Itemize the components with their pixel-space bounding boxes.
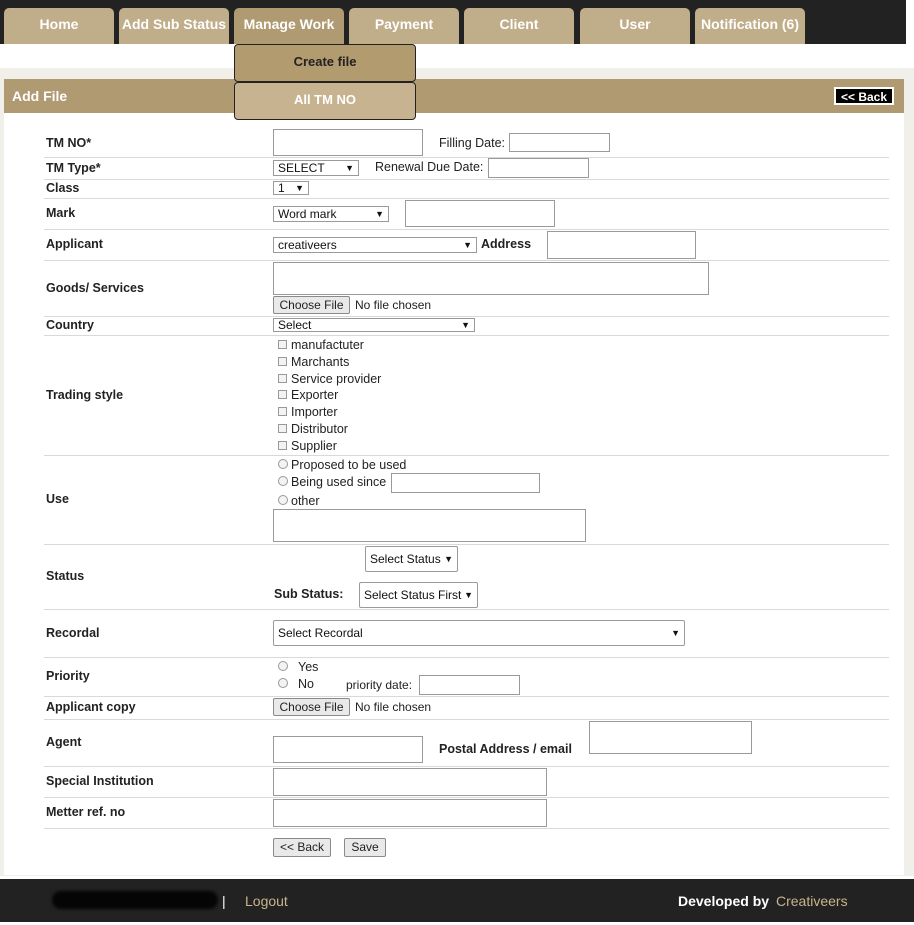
row-divider xyxy=(44,260,889,261)
row-divider xyxy=(44,828,889,829)
being-used-since-input[interactable] xyxy=(391,473,540,493)
row-divider xyxy=(44,316,889,317)
footer-separator: | xyxy=(222,893,226,909)
nav-tab-payment[interactable]: Payment xyxy=(349,8,459,44)
form-back-button[interactable]: << Back xyxy=(273,838,331,857)
row-divider xyxy=(44,455,889,456)
applicant-copy-choose-file-button[interactable]: Choose File xyxy=(273,698,350,716)
row-divider xyxy=(44,198,889,199)
use-option: Being used since xyxy=(291,475,387,489)
renewal-due-date-input[interactable] xyxy=(488,158,589,178)
goods-services-textarea[interactable] xyxy=(273,262,709,295)
country-label: Country xyxy=(46,318,94,332)
agent-input[interactable] xyxy=(273,736,423,763)
menu-item-all-tm-no[interactable]: All TM NO xyxy=(234,82,416,120)
filling-date-input[interactable] xyxy=(509,133,610,152)
radio-priority-yes[interactable] xyxy=(278,661,288,671)
applicant-select[interactable] xyxy=(273,237,477,253)
priority-label: Priority xyxy=(46,669,90,683)
chevron-down-icon: ▼ xyxy=(375,209,384,219)
sub-status-value: Select Status First xyxy=(364,588,462,602)
goods-services-label: Goods/ Services xyxy=(46,281,144,295)
radio-priority-no[interactable] xyxy=(278,678,288,688)
filling-date-label: Filling Date: xyxy=(439,136,505,150)
agent-label: Agent xyxy=(46,735,82,749)
row-divider xyxy=(44,609,889,610)
radio-being-used-since[interactable] xyxy=(278,476,288,486)
mark-value: Word mark xyxy=(278,207,337,221)
trading-option: Distributor xyxy=(291,422,348,436)
class-value: 1 xyxy=(278,181,285,195)
priority-no-label: No xyxy=(298,677,314,691)
redacted-username xyxy=(52,891,218,909)
trading-option: Importer xyxy=(291,405,338,419)
class-select[interactable] xyxy=(273,181,309,195)
row-divider xyxy=(44,766,889,767)
recordal-label: Recordal xyxy=(46,626,100,640)
trading-option: Marchants xyxy=(291,355,350,369)
recordal-select[interactable] xyxy=(273,620,685,646)
row-divider xyxy=(44,797,889,798)
use-other-textarea[interactable] xyxy=(273,509,586,542)
checkbox-manufactuter[interactable] xyxy=(278,340,287,349)
row-divider xyxy=(44,157,889,158)
checkbox-service-provider[interactable] xyxy=(278,374,287,383)
postal-address-textarea[interactable] xyxy=(589,721,752,754)
trading-option: Exporter xyxy=(291,388,339,402)
address-label: Address xyxy=(481,237,532,251)
priority-date-label: priority date: xyxy=(346,678,413,692)
mark-input[interactable] xyxy=(405,200,555,227)
applicant-value: creativeers xyxy=(278,238,337,252)
chevron-down-icon: ▼ xyxy=(464,590,473,600)
save-button[interactable]: Save xyxy=(344,838,386,857)
postal-address-label: Postal Address / email xyxy=(439,742,572,756)
row-divider xyxy=(44,719,889,720)
trading-style-label: Trading style xyxy=(46,388,124,402)
sub-status-label: Sub Status: xyxy=(274,587,344,601)
logout-link[interactable]: Logout xyxy=(245,893,288,909)
row-divider xyxy=(44,335,889,336)
goods-no-file-text: No file chosen xyxy=(355,298,432,312)
applicant-copy-no-file-text: No file chosen xyxy=(355,700,432,714)
recordal-value: Select Recordal xyxy=(278,626,363,640)
chevron-down-icon: ▼ xyxy=(461,320,470,330)
chevron-down-icon: ▼ xyxy=(295,183,304,193)
use-option: other xyxy=(291,494,320,508)
chevron-down-icon: ▼ xyxy=(671,628,680,638)
row-divider xyxy=(44,657,889,658)
nav-tab-manage-work[interactable]: Manage Work xyxy=(234,8,344,44)
metter-ref-label: Metter ref. no xyxy=(46,805,126,819)
address-input[interactable] xyxy=(547,231,696,259)
special-institution-input[interactable] xyxy=(273,768,547,796)
trading-option: Service provider xyxy=(291,372,382,386)
status-label: Status xyxy=(46,569,85,583)
applicant-copy-label: Applicant copy xyxy=(46,700,136,714)
menu-item-create-file[interactable]: Create file xyxy=(234,44,416,82)
priority-date-input[interactable] xyxy=(419,675,520,695)
checkbox-importer[interactable] xyxy=(278,407,287,416)
radio-proposed-to-be-used[interactable] xyxy=(278,459,288,469)
panel-header xyxy=(4,79,904,113)
country-select[interactable] xyxy=(273,318,475,332)
tm-type-value: SELECT xyxy=(278,161,325,175)
top-nav-bar xyxy=(0,0,906,44)
goods-choose-file-button[interactable]: Choose File xyxy=(273,296,350,314)
tm-no-input[interactable] xyxy=(273,129,423,156)
tm-no-label: TM NO* xyxy=(46,136,92,150)
header-back-button[interactable]: << Back xyxy=(834,87,894,105)
trading-option: Supplier xyxy=(291,439,337,453)
developed-by-label: Developed by xyxy=(678,893,770,909)
checkbox-supplier[interactable] xyxy=(278,441,287,450)
nav-tab-notification[interactable]: Notification (6) xyxy=(695,8,805,44)
use-label: Use xyxy=(46,492,69,506)
mark-label: Mark xyxy=(46,206,76,220)
status-select[interactable] xyxy=(365,546,458,572)
row-divider xyxy=(44,696,889,697)
sub-status-select[interactable] xyxy=(359,582,478,608)
checkbox-distributor[interactable] xyxy=(278,424,287,433)
chevron-down-icon: ▼ xyxy=(444,554,453,564)
class-label: Class xyxy=(46,181,80,195)
renewal-due-date-label: Renewal Due Date: xyxy=(375,160,484,174)
checkbox-marchants[interactable] xyxy=(278,357,287,366)
metter-ref-input[interactable] xyxy=(273,799,547,827)
applicant-label: Applicant xyxy=(46,237,103,251)
footer xyxy=(0,879,914,922)
tm-type-select[interactable] xyxy=(273,160,359,176)
special-institution-label: Special Institution xyxy=(46,774,154,788)
use-option: Proposed to be used xyxy=(291,458,407,472)
chevron-down-icon: ▼ xyxy=(345,163,354,173)
nav-tab-add-sub-status[interactable]: Add Sub Status xyxy=(119,8,229,44)
tm-type-label: TM Type* xyxy=(46,161,101,175)
nav-tab-home[interactable]: Home xyxy=(4,8,114,44)
row-divider xyxy=(44,544,889,545)
trading-option: manufactuter xyxy=(291,338,364,352)
country-value: Select xyxy=(278,318,312,332)
panel-title: Add File xyxy=(12,88,68,104)
mark-select[interactable] xyxy=(273,206,389,222)
chevron-down-icon: ▼ xyxy=(463,240,472,250)
checkbox-exporter[interactable] xyxy=(278,390,287,399)
priority-yes-label: Yes xyxy=(298,660,319,674)
row-divider xyxy=(44,229,889,230)
nav-tab-user[interactable]: User xyxy=(580,8,690,44)
status-value: Select Status xyxy=(370,552,441,566)
row-divider xyxy=(44,179,889,180)
radio-other[interactable] xyxy=(278,495,288,505)
developer-link[interactable]: Creativeers xyxy=(776,893,848,909)
nav-tab-client[interactable]: Client xyxy=(464,8,574,44)
